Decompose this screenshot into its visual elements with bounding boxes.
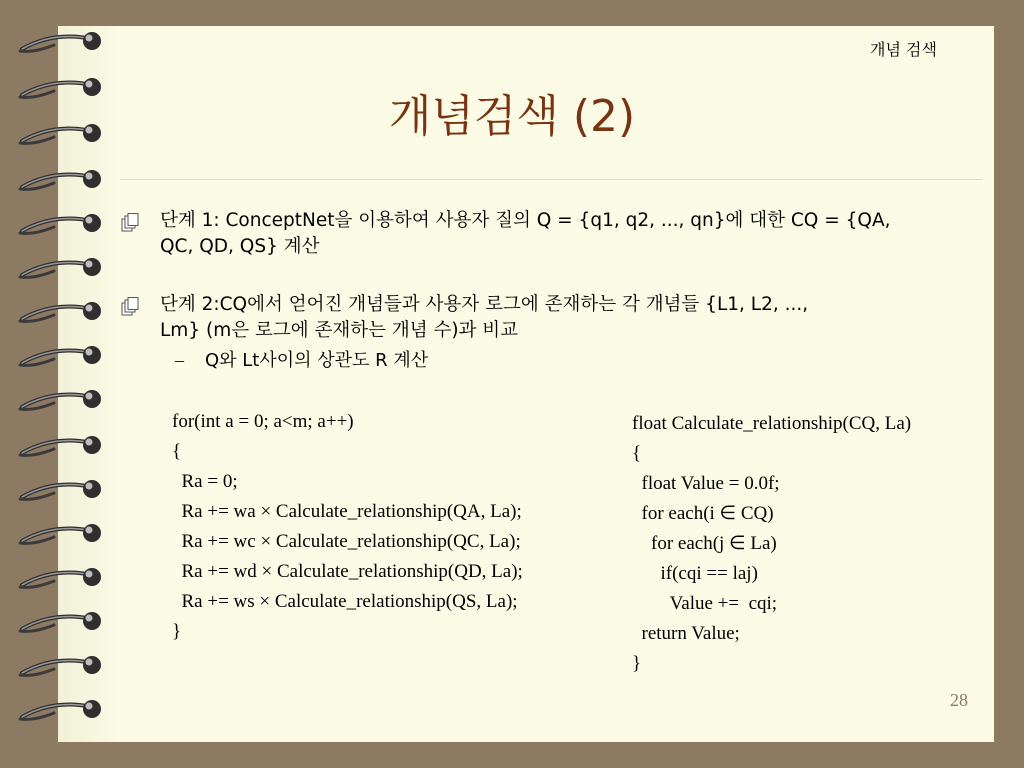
code-line: for(int a = 0; a<m; a++) — [172, 411, 354, 432]
sub-bullet-dash: – — [175, 350, 184, 370]
code-line: Ra += ws × Calculate_relationship(QS, La); — [172, 591, 518, 612]
code-line: { — [172, 441, 182, 462]
code-line: Ra = 0; — [172, 471, 238, 492]
code-line: Ra += wd × Calculate_relationship(QD, La); — [172, 561, 523, 582]
spiral-ring-icon — [14, 697, 104, 723]
code-line: } — [172, 621, 182, 642]
spiral-ring-icon — [14, 433, 104, 459]
spiral-ring-icon — [14, 387, 104, 413]
code-line: Value += cqi; — [632, 593, 778, 614]
slide-title: 개념검색 (2) — [388, 91, 636, 142]
spiral-ring-icon — [14, 343, 104, 369]
title-divider — [120, 179, 982, 180]
code-line: } — [632, 653, 642, 674]
slide-number: 28 — [950, 690, 968, 710]
spiral-ring-icon — [14, 29, 104, 55]
code-line: for each(j ∈ La) — [632, 533, 777, 554]
bullet-square-icon — [121, 213, 139, 233]
bullet-1-line-1: 단계 1: ConceptNet을 이용하여 사용자 질의 Q = {q1, q2, ..., qn}에 대한 CQ = {QA, — [160, 210, 891, 231]
spiral-ring-icon — [14, 255, 104, 281]
code-line: float Value = 0.0f; — [632, 473, 780, 494]
bullet-1-line-2: QC, QD, QS} 계산 — [160, 236, 320, 257]
code-line: if(cqi == laj) — [632, 563, 758, 584]
code-line: float Calculate_relationship(CQ, La) — [632, 413, 912, 434]
spiral-ring-icon — [14, 299, 104, 325]
sub-bullet: Q와 Lt사이의 상관도 R 계산 — [205, 350, 429, 371]
bullet-2-line-1: 단계 2:CQ에서 얻어진 개념들과 사용자 로그에 존재하는 각 개념들 {L1, L2, ..., — [160, 294, 809, 315]
spiral-ring-icon — [14, 521, 104, 547]
spiral-ring-icon — [14, 609, 104, 635]
code-line: Ra += wa × Calculate_relationship(QA, La); — [172, 501, 522, 522]
code-line: { — [632, 443, 642, 464]
spiral-ring-icon — [14, 167, 104, 193]
spiral-ring-icon — [14, 653, 104, 679]
code-line: for each(i ∈ CQ) — [632, 503, 774, 524]
spiral-ring-icon — [14, 477, 104, 503]
bullet-square-icon — [121, 297, 139, 317]
spiral-ring-icon — [14, 211, 104, 237]
code-line: return Value; — [632, 623, 740, 644]
bullet-2-line-2: Lm} (m은 로그에 존재하는 개념 수)과 비교 — [160, 320, 519, 341]
spiral-ring-icon — [14, 565, 104, 591]
code-line: Ra += wc × Calculate_relationship(QC, La); — [172, 531, 521, 552]
slide-header: 개념 검색 — [870, 40, 937, 59]
